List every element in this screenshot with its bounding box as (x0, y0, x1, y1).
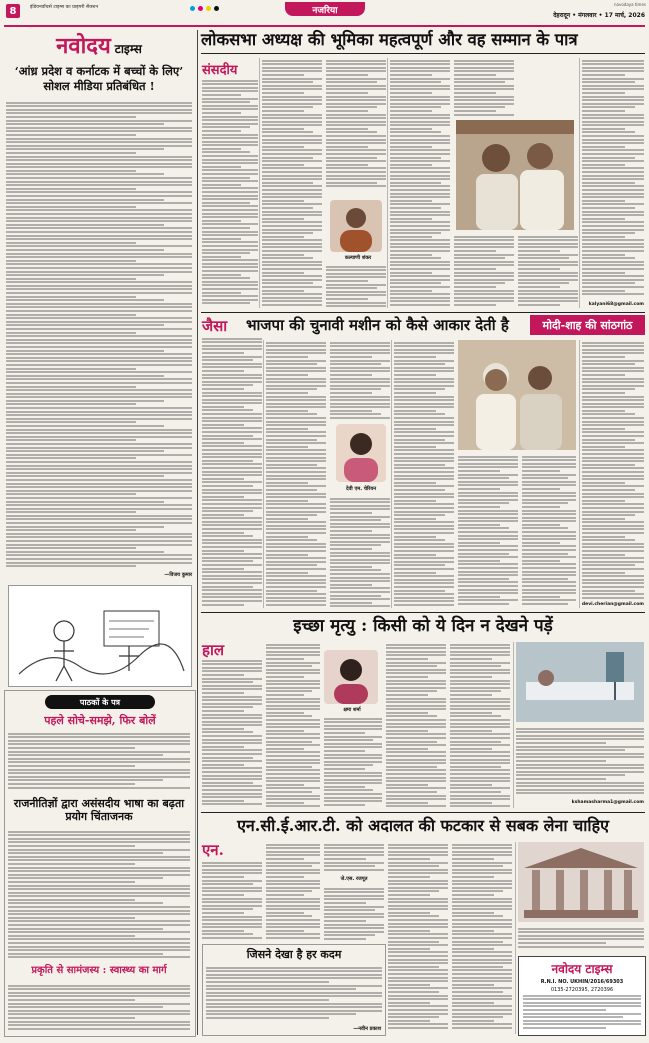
article-body (390, 58, 450, 308)
publication-phone: 0135-2720395, 2720396 (550, 987, 614, 993)
author-name: कल्याणी शंकर (344, 255, 372, 261)
article-body (582, 58, 644, 298)
section-label: नजरिया (285, 2, 365, 16)
publication-rni: R.N.I. NO. UKHIN/2016/69303 (540, 979, 624, 985)
publication-details (523, 993, 641, 1031)
editorial-byline: —विजय कुमार (164, 572, 192, 578)
site-label: navodaya times (613, 2, 646, 7)
section-rule (201, 812, 645, 813)
column-divider (259, 58, 260, 308)
article-body (326, 58, 386, 188)
headline-rule (201, 53, 645, 54)
article-body (324, 886, 384, 940)
article-body (326, 264, 386, 308)
author-name: जे.एस. रजपूत (340, 876, 368, 882)
article-body (266, 340, 326, 608)
column-divider (263, 340, 264, 608)
author-photo (336, 424, 386, 482)
article-body (516, 726, 644, 796)
article-body (202, 336, 262, 608)
registration-mark (206, 6, 211, 11)
column-divider (579, 58, 580, 308)
author-name: क्षमा शर्मा (343, 707, 361, 713)
letter-title: प्रकृति से सामंजस्य : स्वास्थ्य का मार्ग (31, 965, 167, 976)
news-photo (516, 642, 644, 722)
quote-box (202, 944, 386, 1036)
article-body (386, 642, 446, 808)
article-headline: इच्छा मृत्यु : किसी को ये दिन न देखने पड़ें (293, 616, 553, 636)
article-body (202, 658, 262, 808)
article-body (330, 340, 390, 420)
article-body (388, 842, 448, 1032)
article-headline: भाजपा की चुनावी मशीन को कैसे आकार देती है (246, 316, 509, 334)
registration-mark (214, 6, 219, 11)
section-rule (201, 312, 645, 313)
brand-logo (4, 30, 194, 60)
article-body (518, 234, 578, 308)
editorial-column (4, 30, 194, 94)
author-photo (324, 650, 378, 704)
article-body (324, 842, 384, 872)
quote-body (206, 965, 382, 1021)
news-photo (518, 842, 644, 922)
brand-suffix: टाइम्स (114, 42, 142, 56)
article-body (454, 58, 514, 118)
author-name: देवी एम. चेरियन (345, 486, 377, 492)
column-divider (197, 30, 198, 1035)
article-body (330, 496, 390, 608)
article-body (518, 926, 644, 950)
article-dropcap: संसदीय (202, 63, 238, 78)
letter-body (8, 829, 190, 959)
article-body (458, 454, 518, 608)
registration-mark (190, 6, 195, 11)
article-body (266, 842, 320, 940)
article-dropcap: जैसा (202, 317, 228, 335)
publication-brand: नवोदय टाइम्स (551, 962, 613, 976)
news-photo (456, 120, 574, 230)
article-body (202, 78, 258, 308)
editorial-headline: ‘आंध्र प्रदेश व कर्नाटक में बच्चों के लिए’ सोशल मीडिया प्रतिबंधित ! (14, 64, 184, 93)
quote-byline: —नवीन प्रकाश (353, 1026, 381, 1032)
column-divider (387, 58, 388, 308)
author-email: kalyani68@gmail.com (588, 302, 644, 307)
column-divider (515, 842, 516, 1034)
brand-name: नवोदय (56, 33, 111, 59)
author-email: kshamasharma1@gmail.com (571, 800, 644, 805)
registration-mark (198, 6, 203, 11)
author-email: devi.cherian@gmail.com (581, 602, 644, 607)
column-divider (579, 340, 580, 608)
section-rule (201, 612, 645, 613)
letter-title: राजनीतिज्ञों द्वारा असंसदीय भाषा का बढ़ता प्रयोग चिंताजनक (13, 797, 185, 823)
article-headline: एन.सी.ई.आर.टी. को अदालत की फटकार से सबक लेना चाहिए (237, 816, 609, 835)
quote-title: जिसने देखा है हर कदम (246, 948, 342, 961)
article-dropcap: हाल (202, 641, 225, 659)
article-body (394, 340, 454, 608)
letter-body (8, 731, 190, 791)
publication-box (518, 956, 646, 1036)
top-tagline: इंडियनवॉचर्स टाइम्स का प्राइमरी सैक्शन (30, 5, 99, 10)
news-photo (458, 340, 576, 450)
article-body (450, 642, 510, 808)
article-headline: लोकसभा अध्यक्ष की भूमिका महत्वपूर्ण और वह सम्मान के पात्र (201, 30, 578, 49)
masthead (0, 0, 649, 24)
column-divider (391, 340, 392, 608)
article-body (454, 234, 514, 308)
article-body (522, 454, 576, 608)
article-body (202, 860, 262, 940)
article-body (452, 842, 512, 1032)
editorial-body (6, 100, 192, 570)
letters-box (4, 690, 196, 1037)
article-body (266, 642, 320, 808)
masthead-rule (4, 25, 645, 27)
letter-body (8, 983, 190, 1031)
headline-highlight: मोदी-शाह की सांठगांठ (530, 315, 645, 335)
letters-box-title: पाठकों के पत्र (45, 695, 155, 709)
column-divider (513, 642, 514, 808)
article-body (262, 58, 322, 308)
editorial-cartoon (8, 585, 192, 687)
letter-title: पहले सोचे-समझे, फिर बोलें (44, 714, 156, 727)
edition-date: देहरादून • मंगलवार • 17 मार्च, 2026 (553, 12, 645, 19)
article-body (582, 340, 644, 600)
article-dropcap: एन. (202, 841, 224, 859)
page-number: 8 (6, 4, 20, 18)
author-photo (330, 200, 382, 252)
article-body (324, 716, 382, 808)
